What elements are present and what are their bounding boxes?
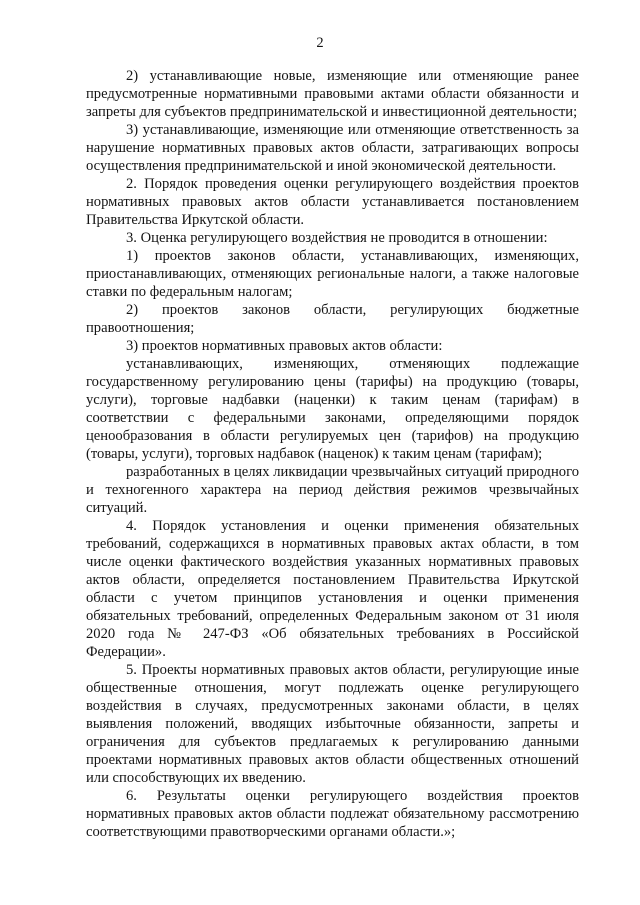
- document-body: [86, 67, 579, 841]
- paragraph-section-5: 5. Проекты нормативных правовых актов области, регулирующие иные общественные отношения, могут подлежать оценке регулирующего воздействия в случаях, предусмотренных законами области, в целях выявления положений, вводящих избыточные обязанности, запреты и ограничения для субъектов предлагаемых к регулированию данными проектами нормативных правовых актов области общественных отношений или способствующих их введению.: [86, 662, 579, 786]
- paragraph-section-3-item-1: 1) проектов законов области, устанавливающих, изменяющих, приостанавливающих, отменяющих региональные налоги, а также налоговые ставки по федеральным налогам;: [86, 248, 579, 300]
- paragraph-item-2: 2) устанавливающие новые, изменяющие или отменяющие ранее предусмотренные нормативными правовыми актами области обязанности и запреты для субъектов предпринимательской и инвестиционной деятельности;: [86, 68, 579, 120]
- paragraph-section-2: 2. Порядок проведения оценки регулирующего воздействия проектов нормативных правовых актов области устанавливается постановлением Правительства Иркутской области.: [86, 176, 579, 228]
- paragraph-tariffs: устанавливающих, изменяющих, отменяющих подлежащие государственному регулированию цены (тарифы) на продукцию (товары, услуги), торговые надбавки (наценки) к таким ценам (тарифам) в соответствии с федеральными законами, определяющими порядок ценообразования в области регулируемых цен (тарифов) на продукцию (товары, услуги), торговых надбавок (наценок) к таким ценам (тарифам);: [86, 356, 579, 462]
- paragraph-emergencies: разработанных в целях ликвидации чрезвычайных ситуаций природного и техногенного характера на период действия режимов чрезвычайных ситуаций.: [86, 464, 579, 516]
- paragraph-section-3-item-3: 3) проектов нормативных правовых актов области:: [126, 338, 443, 354]
- paragraph-section-4: 4. Порядок установления и оценки применения обязательных требований, содержащихся в нормативных правовых актах области, в том числе оценки фактического воздействия указанных нормативных правовых актов области, определяется постановлением Правительства Иркутской области с учетом принципов установления и оценки применения обязательных требований, определенных Федеральным законом от 31 июля 2020 года № 247-ФЗ «Об обязательных требованиях в Российской Федерации».: [86, 518, 579, 660]
- paragraph-section-3: 3. Оценка регулирующего воздействия не проводится в отношении:: [126, 230, 548, 246]
- paragraph-section-6: 6. Результаты оценки регулирующего воздействия проектов нормативных правовых актов области подлежат обязательному рассмотрению соответствующими правотворческими органами области.»;: [86, 788, 579, 840]
- paragraph-item-3: 3) устанавливающие, изменяющие или отменяющие ответственность за нарушение нормативных правовых актов области, затрагивающих вопросы осуществления предпринимательской и иной экономической деятельности.: [86, 122, 579, 174]
- page-number: 2: [316, 35, 324, 51]
- paragraph-section-3-item-2: 2) проектов законов области, регулирующих бюджетные правоотношения;: [86, 302, 579, 336]
